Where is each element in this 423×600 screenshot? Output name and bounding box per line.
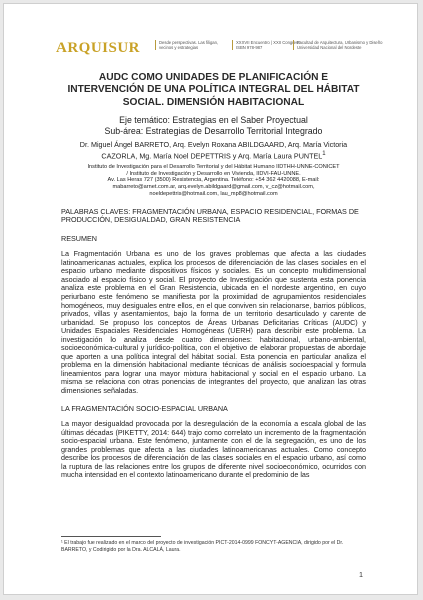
header-column-event: XXXVII Encuentro | XXII Congreso ISBN 978-987 <box>232 40 292 50</box>
section-heading: LA FRAGMENTACIÓN SOCIO-ESPACIAL URBANA <box>61 403 228 413</box>
section-paragraph: La mayor desigualdad provocada por la desregulación de la economía a escala global de las últimas décadas (PIKETTY, 2014: 644) trajo como correlato un incremento de la fragmentación socio-espacial urbana. Este fenómeno, juntamente con el de la segregación, es uno de los grandes problemas que afecta a las ciudades latinoamericanas actuales. Como concepto describe los procesos de diferenciación de las clases sociales en el espacio urbano, así como la ruptura de las relaciones entre los grupos de diferente nivel socioeconómico, ocurridos con mucha intensidad en el contexto latinoamericano durante el predominio de las <box>61 419 366 480</box>
author-list <box>61 141 366 161</box>
paper-title: AUDC COMO UNIDADES DE PLANIFICACIÓN E INTERVENCIÓN DE UNA POLÍTICA INTEGRAL DEL HÁBITAT SOCIAL. DIMENSIÓN HABITACIONAL <box>67 72 360 108</box>
sub-area: Sub-área: Estrategias de Desarrollo Territorial Integrado <box>104 125 323 136</box>
resumen-heading: RESUMEN <box>61 233 97 243</box>
paper-content <box>61 72 366 489</box>
page-header <box>4 4 417 66</box>
resumen-paragraph: La Fragmentación Urbana es uno de los graves problemas que afecta a las ciudades latinoamericanas actuales, explica los procesos de diferenciación de las clases sociales en el espacio urbano mediante dispositivos físicos y sociales. Es un concepto multidimensional asociado al espacio físico y social. El proyecto de Investigación que sustenta esta ponencia analiza este problema en el Gran Resistencia, ubicada en el nordeste argentino, en cuyo periurbano este fenómeno se manifiesta por la proximidad de agrupamientos residenciales homogéneos, muy desiguales entre ellos, en el que conviven sin relacionarse, barrios públicos, privados, villas y asentamientos, bajo la forma de un territorio desarticulado y carente de urbanidad. Se propuso los conceptos de Áreas Urbanas Deficitarias Críticas (AUDC) y Unidades Espaciales Residenciales Homogéneas (UERH) para describir este problema. La investigación lo analiza desde cuatro dimensiones: habitacional, urbano-ambiental, socioeconómica-cultural y jurídico-política, con el objetivo de elaborar propuestas de abordaje que aporten a una política integral del hábitat social. Esta ponencia en particular analiza el problema en la dimensión habitacional mediante técnicas de análisis socioespacial y formula lineamientos para lograr una mayor mixtura habitacional y social en el espacio urbano. La misma se relaciona con otras ponencias de integrantes del proyecto, que analizan las otras dimensiones señaladas. <box>61 249 366 396</box>
footnote-divider <box>61 536 161 537</box>
document-page <box>3 3 418 595</box>
footnote: ¹ El trabajo fue realizado en el marco del proyecto de investigación PICT-2014-0999 FONCYT-AGENCIA, dirigido por el Dr. BARRETO, y Codirigido por la Dra. ALCALÁ, Laura. <box>61 540 344 553</box>
keywords: PALABRAS CLAVES: FRAGMENTACIÓN URBANA, ESPACIO RESIDENCIAL, FORMAS DE PRODUCCIÓN, DESIGUALDAD, GRAN RESISTENCIA <box>61 206 359 225</box>
header-column-theme: Desde perspectivas. Las filigan, vecinos y estrategias <box>155 40 231 50</box>
header-column-institution: Facultad de Arquitectura, Urbanismo y Diseño Universidad Nacional del Nordeste <box>293 40 377 50</box>
thematic-axis <box>61 115 366 136</box>
eje-tematico: Eje temático: Estrategias en el Saber Proyectual <box>119 115 308 126</box>
page-number: 1 <box>359 570 363 579</box>
footnote-marker: 1 <box>322 151 326 157</box>
authors-text: Dr. Miguel Ángel BARRETO, Arq. Evelyn Roxana ABILDGAARD, Arq. María Victoria CAZORLA, Mg. María Noel DEPETTRIS y Arq. María Laura PUNTEL <box>79 140 348 161</box>
arquisur-logo: ARQUISUR <box>56 40 141 56</box>
affiliation-block: Instituto de Investigación para el Desarrollo Territorial y del Hábitat Humano IIDTHH-UNNE-CONICET / Instituto de Investigación y Desarrollo en Vivienda, IIDVI-FAU-UNNE. Av. Las Heras 727 (3500) Resistencia, Argentina. Teléfono: +54 362 4420088, E-mail: mabarreto@arnet.com.ar, arq.evelyn.abildgaard@gmail.com, v_cz@hotmail.com, noeldepettris@hotmail.com, lau_mp8@hotmail.com <box>87 163 340 197</box>
